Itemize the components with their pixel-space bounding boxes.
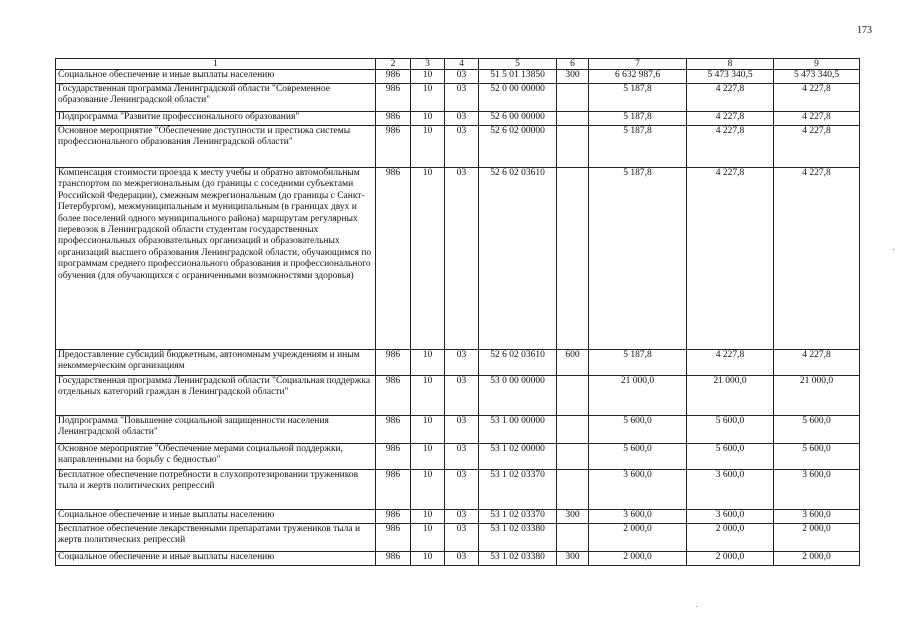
cell-item-name: Бесплатное обеспечение потребности в слухопротезировании тружеников тыла и жертв политических репрессий <box>56 470 376 510</box>
cell-amount-col9: 5 473 340,5 <box>774 70 860 84</box>
cell-target-article: 52 6 00 00000 <box>479 112 557 126</box>
cell-amount-col9: 3 600,0 <box>774 470 860 510</box>
cell-section: 10 <box>411 552 445 566</box>
cell-section: 10 <box>411 470 445 510</box>
cell-item-name: Социальное обеспечение и иные выплаты населению <box>56 70 376 84</box>
table-row <box>56 524 860 552</box>
cell-target-article: 52 6 02 00000 <box>479 126 557 168</box>
cell-code: 986 <box>376 84 411 112</box>
cell-item-name: Предоставление субсидий бюджетным, автономным учреждениям и иным некоммерческим организациям <box>56 350 376 376</box>
scan-artifact-mark: · <box>892 245 896 256</box>
cell-subsection: 03 <box>445 510 479 524</box>
table-row <box>56 552 860 566</box>
column-header: 5 <box>479 59 557 70</box>
cell-subsection: 03 <box>445 524 479 552</box>
cell-item-name: Компенсация стоимости проезда к месту учебы и обратно автомобильным транспортом по межрегиональным (до границы с соседними субъектами Российской Федерации), смежным межрегиональным (до границы с Санкт-Петербургом), межмуниципальным и муниципальным (в границах двух и более поселений одного муниципального района) маршрутам регулярных перевозок в Ленинградской области студентам государственных профессиональных образовательных организаций и образовательных организаций высшего образования Ленинградской области, обучающимся по программам среднего профессионального образования и профессионального обучения (для обучающихся с ограниченными возможностями здоровья) <box>56 168 376 350</box>
column-header: 4 <box>445 59 479 70</box>
cell-amount-col8: 21 000,0 <box>687 376 774 416</box>
cell-expense-type <box>557 524 589 552</box>
cell-section: 10 <box>411 168 445 350</box>
cell-amount-col7: 3 600,0 <box>589 510 687 524</box>
table-row <box>56 350 860 376</box>
cell-expense-type <box>557 112 589 126</box>
cell-section: 10 <box>411 510 445 524</box>
table-row <box>56 376 860 416</box>
cell-item-name: Государственная программа Ленинградской области "Социальная поддержка отдельных категорий граждан в Ленинградской области" <box>56 376 376 416</box>
cell-item-name: Бесплатное обеспечение лекарственными препаратами тружеников тыла и жертв политических репрессий <box>56 524 376 552</box>
cell-amount-col8: 4 227,8 <box>687 84 774 112</box>
cell-item-name: Государственная программа Ленинградской области "Современное образование Ленинградской области" <box>56 84 376 112</box>
cell-subsection: 03 <box>445 444 479 470</box>
table-row <box>56 470 860 510</box>
cell-amount-col7: 5 600,0 <box>589 444 687 470</box>
cell-amount-col9: 3 600,0 <box>774 510 860 524</box>
cell-section: 10 <box>411 126 445 168</box>
cell-expense-type: 300 <box>557 552 589 566</box>
cell-amount-col9: 4 227,8 <box>774 126 860 168</box>
cell-target-article: 52 0 00 00000 <box>479 84 557 112</box>
cell-subsection: 03 <box>445 376 479 416</box>
cell-target-article: 52 6 02 03610 <box>479 168 557 350</box>
cell-amount-col8: 5 600,0 <box>687 416 774 444</box>
page-number: 173 <box>857 25 872 36</box>
cell-amount-col8: 3 600,0 <box>687 510 774 524</box>
table-row <box>56 112 860 126</box>
cell-section: 10 <box>411 416 445 444</box>
cell-subsection: 03 <box>445 84 479 112</box>
column-header: 9 <box>774 59 860 70</box>
cell-subsection: 03 <box>445 552 479 566</box>
cell-amount-col7: 21 000,0 <box>589 376 687 416</box>
cell-subsection: 03 <box>445 168 479 350</box>
cell-amount-col8: 4 227,8 <box>687 126 774 168</box>
cell-expense-type <box>557 84 589 112</box>
cell-subsection: 03 <box>445 350 479 376</box>
cell-code: 986 <box>376 552 411 566</box>
cell-section: 10 <box>411 444 445 470</box>
cell-amount-col8: 4 227,8 <box>687 168 774 350</box>
cell-amount-col7: 3 600,0 <box>589 470 687 510</box>
cell-target-article: 53 1 02 03370 <box>479 470 557 510</box>
cell-amount-col7: 2 000,0 <box>589 524 687 552</box>
table-row <box>56 84 860 112</box>
cell-amount-col7: 5 187,8 <box>589 112 687 126</box>
cell-subsection: 03 <box>445 126 479 168</box>
column-header: 8 <box>687 59 774 70</box>
cell-subsection: 03 <box>445 70 479 84</box>
table-row <box>56 416 860 444</box>
cell-item-name: Подпрограмма "Развитие профессионального образования" <box>56 112 376 126</box>
cell-code: 986 <box>376 416 411 444</box>
cell-expense-type <box>557 126 589 168</box>
cell-item-name: Социальное обеспечение и иные выплаты населению <box>56 510 376 524</box>
cell-expense-type: 600 <box>557 350 589 376</box>
cell-code: 986 <box>376 168 411 350</box>
cell-target-article: 53 1 02 00000 <box>479 444 557 470</box>
cell-amount-col9: 5 600,0 <box>774 416 860 444</box>
cell-target-article: 53 0 00 00000 <box>479 376 557 416</box>
cell-expense-type <box>557 376 589 416</box>
cell-target-article: 53 1 02 03380 <box>479 552 557 566</box>
cell-code: 986 <box>376 510 411 524</box>
cell-amount-col8: 3 600,0 <box>687 470 774 510</box>
cell-code: 986 <box>376 524 411 552</box>
cell-target-article: 51 5 01 13850 <box>479 70 557 84</box>
cell-target-article: 53 1 02 03380 <box>479 524 557 552</box>
table-row <box>56 126 860 168</box>
cell-item-name: Основное мероприятие "Обеспечение мерами социальной поддержки, направленными на борьбу с бедностью" <box>56 444 376 470</box>
cell-amount-col9: 4 227,8 <box>774 84 860 112</box>
cell-amount-col8: 2 000,0 <box>687 552 774 566</box>
cell-amount-col8: 5 600,0 <box>687 444 774 470</box>
cell-amount-col9: 2 000,0 <box>774 552 860 566</box>
cell-code: 986 <box>376 470 411 510</box>
cell-subsection: 03 <box>445 112 479 126</box>
cell-amount-col9: 4 227,8 <box>774 168 860 350</box>
cell-code: 986 <box>376 70 411 84</box>
cell-amount-col7: 5 187,8 <box>589 350 687 376</box>
cell-expense-type <box>557 444 589 470</box>
cell-subsection: 03 <box>445 416 479 444</box>
cell-code: 986 <box>376 126 411 168</box>
column-header: 2 <box>376 59 411 70</box>
cell-section: 10 <box>411 112 445 126</box>
cell-amount-col8: 5 473 340,5 <box>687 70 774 84</box>
header-row <box>56 59 860 70</box>
cell-amount-col8: 2 000,0 <box>687 524 774 552</box>
table-row <box>56 510 860 524</box>
cell-target-article: 53 1 00 00000 <box>479 416 557 444</box>
cell-amount-col7: 2 000,0 <box>589 552 687 566</box>
table-body <box>56 70 860 566</box>
cell-amount-col7: 5 187,8 <box>589 126 687 168</box>
budget-table <box>55 58 860 566</box>
table-row <box>56 444 860 470</box>
column-header: 1 <box>56 59 376 70</box>
cell-expense-type <box>557 168 589 350</box>
cell-amount-col9: 5 600,0 <box>774 444 860 470</box>
cell-amount-col9: 2 000,0 <box>774 524 860 552</box>
cell-section: 10 <box>411 524 445 552</box>
cell-item-name: Основное мероприятие "Обеспечение доступности и престижа системы профессионального образования Ленинградской области" <box>56 126 376 168</box>
cell-section: 10 <box>411 350 445 376</box>
table-row <box>56 70 860 84</box>
cell-code: 986 <box>376 112 411 126</box>
column-header: 6 <box>557 59 589 70</box>
cell-amount-col7: 5 187,8 <box>589 168 687 350</box>
cell-section: 10 <box>411 84 445 112</box>
cell-target-article: 52 6 02 03610 <box>479 350 557 376</box>
cell-expense-type: 300 <box>557 70 589 84</box>
cell-code: 986 <box>376 350 411 376</box>
table-row <box>56 168 860 350</box>
cell-expense-type: 300 <box>557 510 589 524</box>
cell-amount-col7: 6 632 987,6 <box>589 70 687 84</box>
cell-expense-type <box>557 470 589 510</box>
cell-target-article: 53 1 02 03370 <box>479 510 557 524</box>
cell-amount-col8: 4 227,8 <box>687 350 774 376</box>
cell-subsection: 03 <box>445 470 479 510</box>
cell-amount-col9: 4 227,8 <box>774 112 860 126</box>
cell-amount-col8: 4 227,8 <box>687 112 774 126</box>
column-header: 7 <box>589 59 687 70</box>
cell-code: 986 <box>376 444 411 470</box>
cell-code: 986 <box>376 376 411 416</box>
cell-amount-col7: 5 600,0 <box>589 416 687 444</box>
scan-artifact-mark: · <box>695 602 699 613</box>
column-header: 3 <box>411 59 445 70</box>
cell-amount-col9: 4 227,8 <box>774 350 860 376</box>
cell-amount-col9: 21 000,0 <box>774 376 860 416</box>
cell-item-name: Подпрограмма "Повышение социальной защищенности населения Ленинградской области" <box>56 416 376 444</box>
cell-amount-col7: 5 187,8 <box>589 84 687 112</box>
cell-item-name: Социальное обеспечение и иные выплаты населению <box>56 552 376 566</box>
cell-section: 10 <box>411 376 445 416</box>
cell-expense-type <box>557 416 589 444</box>
cell-section: 10 <box>411 70 445 84</box>
